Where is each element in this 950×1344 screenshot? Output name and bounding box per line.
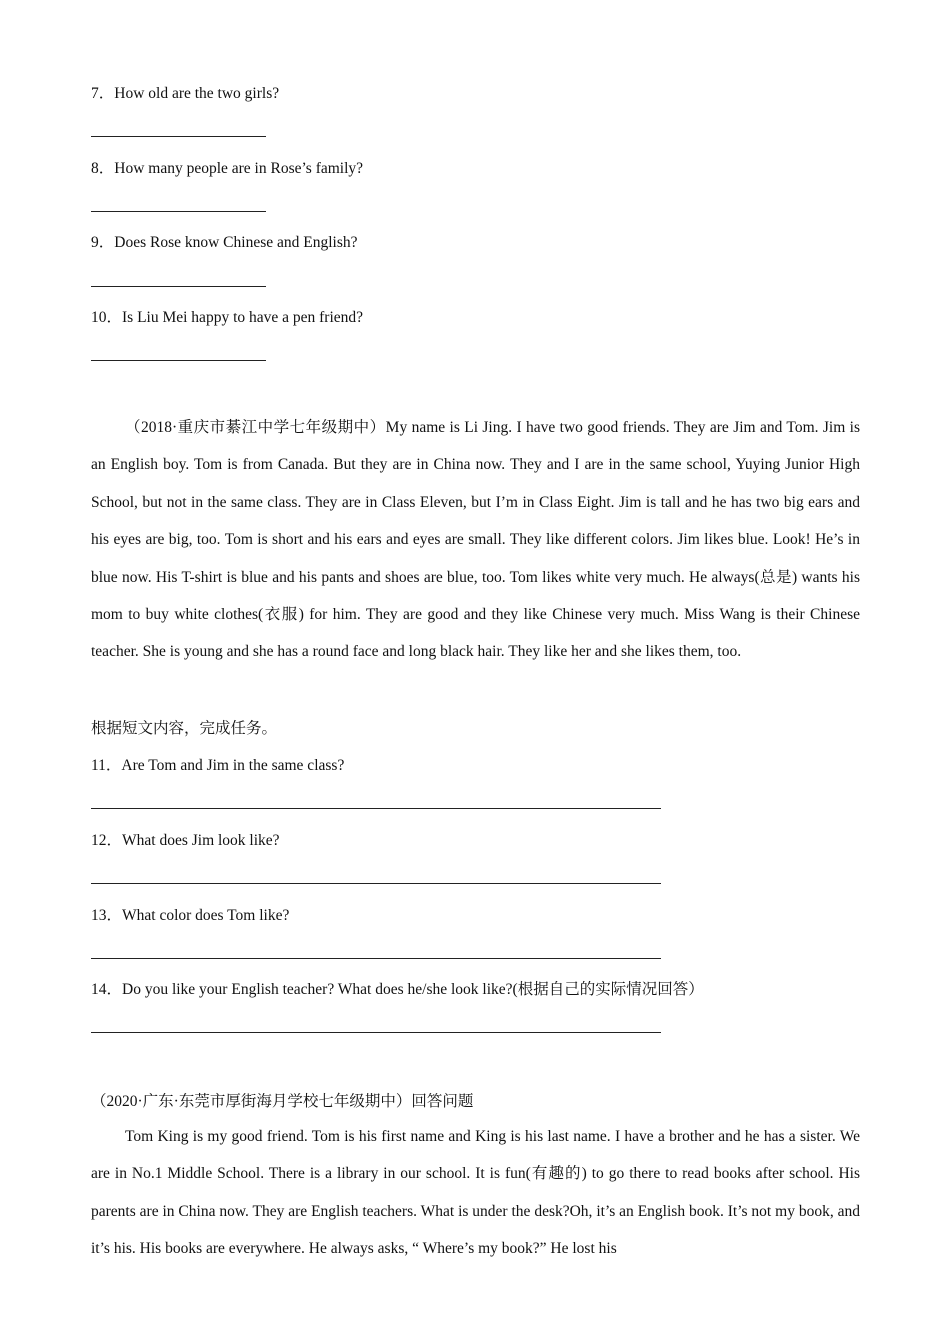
question-14: 14．Do you like your English teacher? What does he/she look like?(根据自己的实际情况回答） — [91, 981, 704, 998]
answer-line-11[interactable] — [91, 808, 661, 809]
question-9: 9．Does Rose know Chinese and English? — [91, 234, 358, 251]
reading-passage-3: Tom King is my good friend. Tom is his first name and King is his last name. I have a brother and he has a sister. We are in No.1 Middle School. There is a library in our school. It is fun(有趣的) to go there to read books after school. His parents are in China now. They are English teachers. What is under the desk?Oh, it’s an English book. It’s not my book, and it’s his. His books are everywhere. He always asks, “ Where’s my book?” He lost his — [91, 1128, 860, 1258]
answer-line-7[interactable] — [91, 136, 266, 137]
question-8: 8．How many people are in Rose’s family? — [91, 160, 364, 177]
answer-line-10[interactable] — [91, 360, 266, 361]
answer-line-13[interactable] — [91, 958, 661, 959]
answer-line-14[interactable] — [91, 1032, 661, 1033]
reading-passage-2: （2018·重庆市綦江中学七年级期中）My name is Li Jing. I have two good friends. They are Jim and Tom. Jim is an English boy. Tom is from Canada. But they are in China now. They and I are in the same school, Yuying Junior High School, but not in the same class. They are in Class Eleven, but I’m in Class Eight. Jim is tall and he has two big ears and his eyes are big, too. Tom is short and his ears and eyes are small. They like different colors. Jim likes blue. Look! He’s in blue now. His T-shirt is blue and his pants and shoes are blue, too. Tom likes white very much. He always(总是) wants his mom to buy white clothes(衣服) for him. They are good and they like Chinese very much. Miss Wang is their Chinese teacher. She is young and she has a round face and long black hair. They like her and she likes them, too. — [91, 419, 860, 661]
question-11: 11．Are Tom and Jim in the same class? — [91, 757, 345, 774]
task-instruction: 根据短文内容，完成任务。 — [91, 720, 278, 737]
question-10: 10．Is Liu Mei happy to have a pen friend? — [91, 309, 364, 326]
question-7: 7．How old are the two girls? — [91, 85, 280, 102]
question-12: 12．What does Jim look like? — [91, 832, 280, 849]
answer-line-8[interactable] — [91, 211, 266, 212]
section-3-header: （2020·广东·东莞市厚街海月学校七年级期中）回答问题 — [91, 1093, 474, 1110]
answer-line-12[interactable] — [91, 883, 661, 884]
question-13: 13．What color does Tom like? — [91, 907, 290, 924]
answer-line-9[interactable] — [91, 286, 266, 287]
